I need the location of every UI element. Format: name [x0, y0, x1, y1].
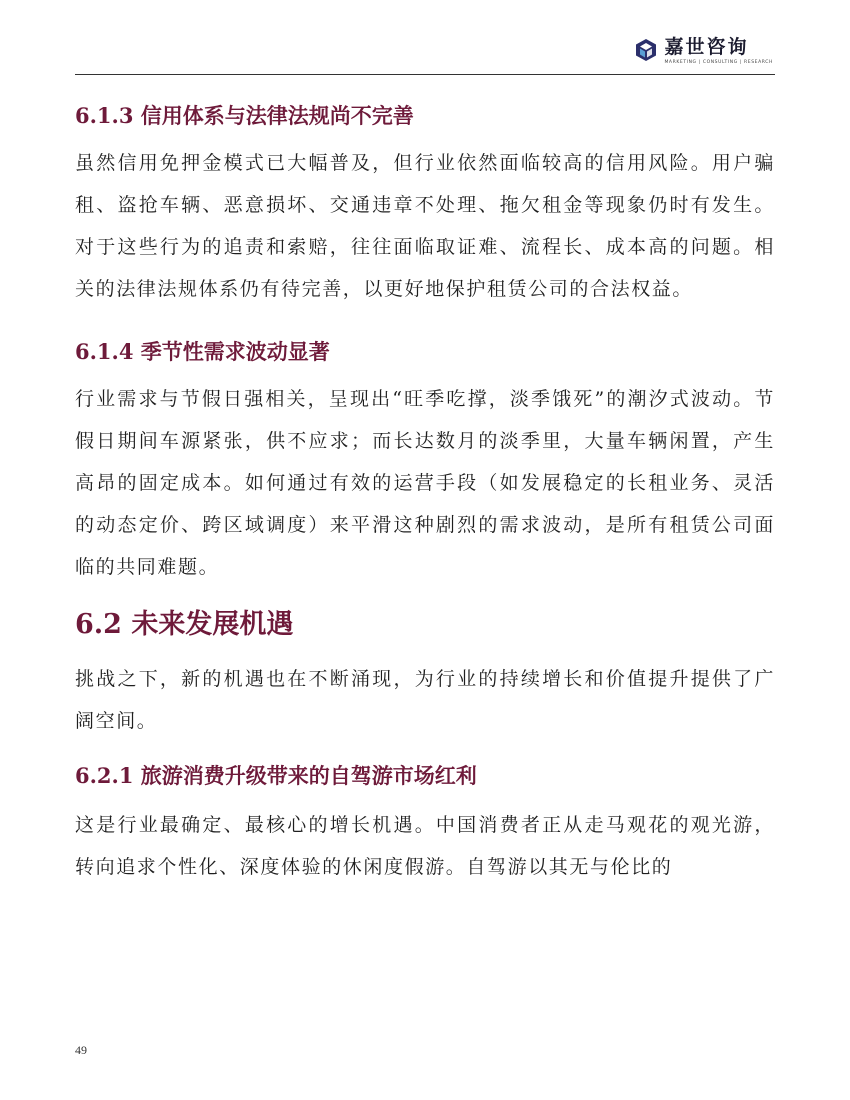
brand-tagline: MARKETING | CONSULTING | RESEARCH	[664, 60, 773, 65]
page-content	[75, 96, 775, 888]
section-body-6-2: 挑战之下，新的机遇也在不断涌现，为行业的持续增长和价值提升提供了广阔空间。	[75, 668, 775, 732]
brand-name: 嘉世咨询	[664, 36, 749, 58]
section-heading-6-1-4: 6.1.4 季节性需求波动显著	[75, 339, 330, 364]
header-divider	[75, 74, 775, 75]
section-body-6-2-1: 这是行业最确定、最核心的增长机遇。中国消费者正从走马观花的观光游，转向追求个性化、深度体验的休闲度假游。自驾游以其无与伦比的	[75, 814, 775, 878]
page-number: 49	[75, 1043, 87, 1057]
section-body-6-1-3: 虽然信用免押金模式已大幅普及，但行业依然面临较高的信用风险。用户骗租、盗抢车辆、恶意损坏、交通违章不处理、拖欠租金等现象仍时有发生。对于这些行为的追责和索赔，往往面临取证难、流程长、成本高的问题。相关的法律法规体系仍有待完善，以更好地保护租赁公司的合法权益。	[75, 152, 775, 300]
section-body-6-1-4: 行业需求与节假日强相关，呈现出“旺季吃撑，淡季饿死”的潮汐式波动。节假日期间车源紧张，供不应求；而长达数月的淡季里，大量车辆闲置，产生高昂的固定成本。如何通过有效的运营手段（如发展稳定的长租业务、灵活的动态定价、跨区域调度）来平滑这种剧烈的需求波动，是所有租赁公司面临的共同难题。	[75, 388, 775, 578]
section-heading-6-1-3: 6.1.3 信用体系与法律法规尚不完善	[75, 103, 414, 128]
brand-logo	[634, 36, 773, 65]
page-header	[75, 30, 775, 75]
section-heading-6-2-1: 6.2.1 旅游消费升级带来的自驾游市场红利	[75, 763, 477, 788]
jiashi-logo-icon	[634, 38, 658, 62]
section-heading-6-2: 6.2 未来发展机遇	[75, 609, 294, 640]
